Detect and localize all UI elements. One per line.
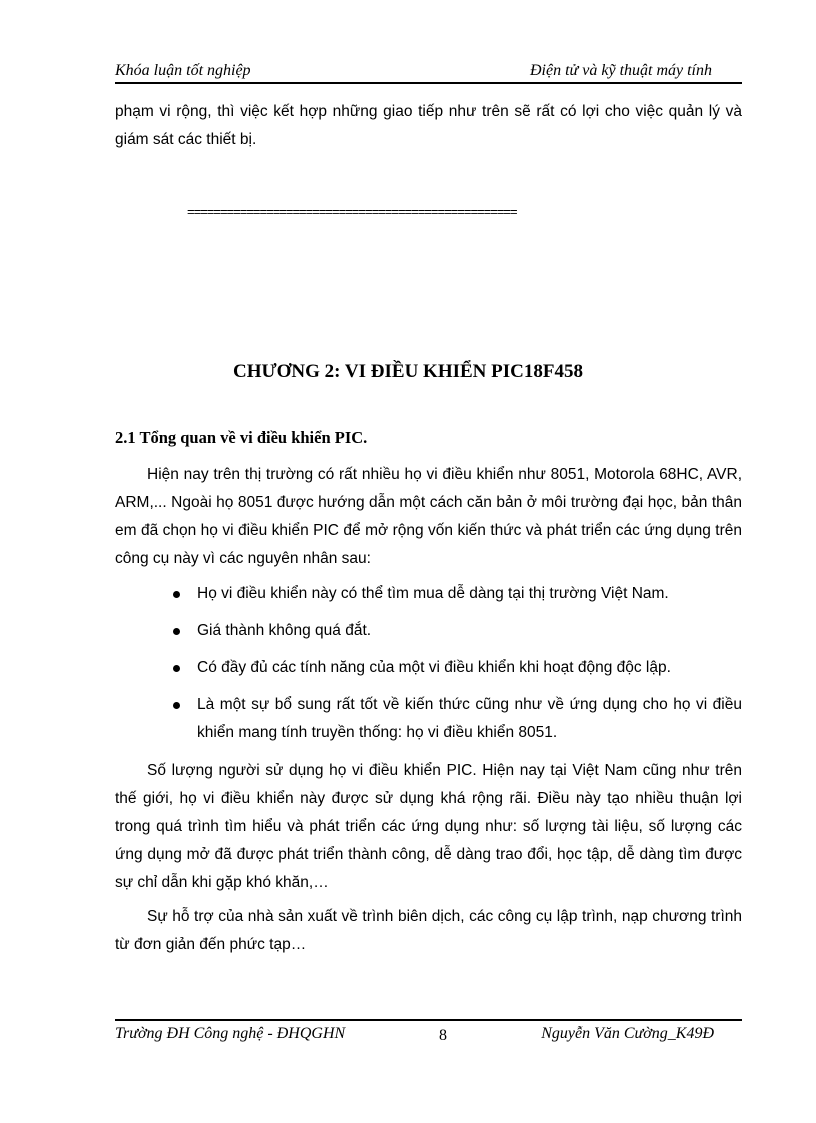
list-item: Họ vi điều khiển này có thể tìm mua dễ dàng tại thị trường Việt Nam.: [170, 580, 742, 608]
footer-left-text: Trường ĐH Công nghệ - ĐHQGHN: [115, 1025, 346, 1042]
intro-paragraph: phạm vi rộng, thì việc kết hợp những giao tiếp như trên sẽ rất có lợi cho việc quản lý và giám sát các thiết bị.: [115, 103, 742, 148]
chapter-title: CHƯƠNG 2: VI ĐIỀU KHIỂN PIC18F458: [233, 361, 583, 382]
header-right-text: Điện tử và kỹ thuật máy tính: [529, 62, 712, 79]
page-footer: [115, 1019, 742, 1049]
section-title: 2.1 Tổng quan về vi điều khiển PIC.: [115, 428, 368, 447]
paragraph-1: Hiện nay trên thị trường có rất nhiều họ vi điều khiển như 8051, Motorola 68HC, AVR, ARM,... Ngoài họ 8051 được hướng dẫn một cách căn bản ở môi trường đại học, bản thân em đã chọn họ vi điều khiển PIC để mở rộng vốn kiến thức và phát triển các ứng dụng trên công cụ này vì các nguyên nhân sau:: [115, 466, 742, 567]
list-item: Giá thành không quá đắt.: [170, 617, 742, 645]
bullet-icon: [173, 591, 180, 598]
feature-bullet-list: [170, 580, 742, 756]
list-item: Có đầy đủ các tính năng của một vi điều khiển khi hoạt động độc lập.: [170, 654, 742, 682]
paragraph-2: Số lượng người sử dụng họ vi điều khiển PIC. Hiện nay tại Việt Nam cũng như trên thế giới, họ vi điều khiển này được sử dụng khá rộng rãi. Điều này tạo nhiều thuận lợi trong quá trình tìm hiểu và phát triển các ứng dụng như: số lượng tài liệu, số lượng các ứng dụng mở đã được phát triển thành công, dễ dàng trao đổi, học tập, dễ dàng tìm được sự chỉ dẫn khi gặp khó khăn,…: [115, 762, 742, 891]
bullet-icon: [173, 665, 180, 672]
paragraph-3: Sự hỗ trợ của nhà sản xuất về trình biên dịch, các công cụ lập trình, nạp chương trình từ đơn giản đến phức tạp…: [115, 908, 742, 953]
separator-line: ==================================================: [187, 204, 517, 219]
page-header: [115, 60, 742, 84]
page-number: 8: [439, 1027, 447, 1044]
footer-right-text: Nguyễn Văn Cường_K49Đ: [541, 1025, 714, 1042]
header-left-text: Khóa luận tốt nghiệp: [115, 62, 251, 79]
bullet-icon: [173, 702, 180, 709]
bullet-icon: [173, 628, 180, 635]
list-item: Là một sự bổ sung rất tốt về kiến thức cũng như về ứng dụng cho họ vi điều khiển mang tính truyền thống: họ vi điều khiển 8051.: [170, 691, 742, 747]
